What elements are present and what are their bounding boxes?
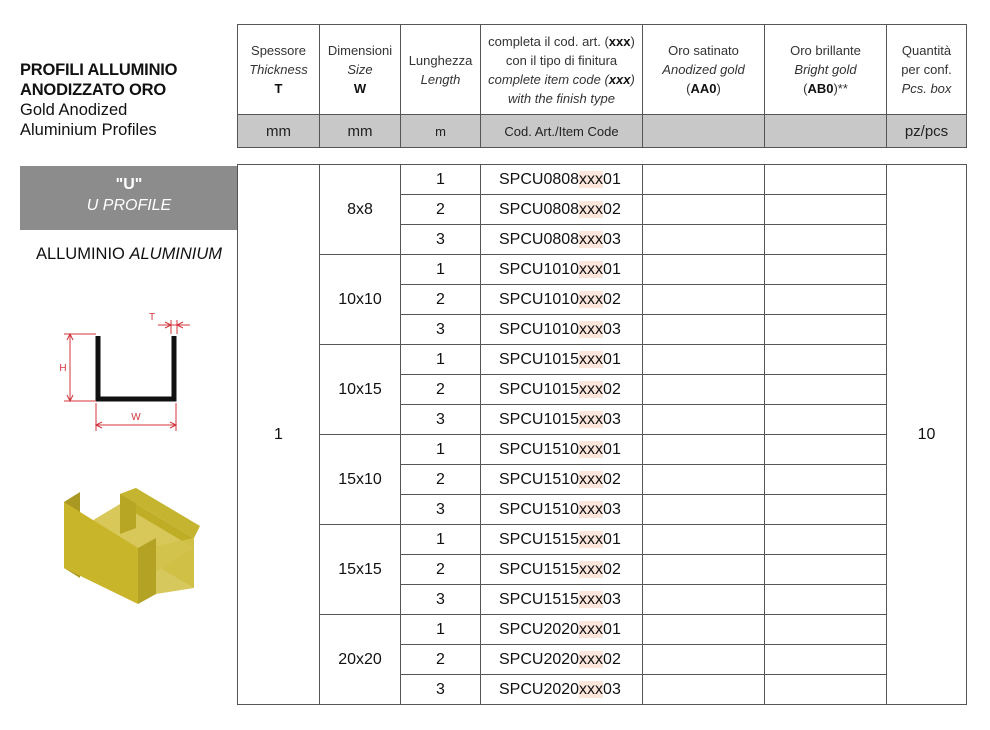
satin-cell [643,675,765,705]
bright-it: Oro brillante [790,43,861,58]
satin-cell [643,255,765,285]
satin-en: Anodized gold [662,62,745,77]
item-code-suf: 01 [603,350,621,368]
item-code-suf: 03 [603,410,621,428]
thickness-it: Spessore [251,43,306,58]
profile-type-box [20,166,238,230]
qty-en: Pcs. box [901,81,952,96]
item-code [481,345,643,375]
item-code-hl: xxx [579,620,604,638]
code-l3c: ) [630,71,635,87]
satin-cell [643,555,765,585]
satin-cell [643,435,765,465]
size-value: 10x15 [320,345,401,435]
bright-cell [765,375,887,405]
header-table [237,24,967,148]
code-l1b: xxx [608,33,631,49]
item-code-suf: 03 [603,230,621,248]
satin-cell [643,375,765,405]
item-code-pre: SPCU1510 [499,500,580,518]
length-value: 1 [401,615,481,645]
profile-name-en: U PROFILE [86,197,172,214]
item-code-suf: 01 [603,440,621,458]
code-l4: with the finish type [508,90,615,106]
bright-cell [765,255,887,285]
item-code-hl: xxx [579,230,604,248]
item-code [481,315,643,345]
length-value: 2 [401,465,481,495]
length-it: Lunghezza [408,52,473,68]
thickness-symbol: T [274,81,283,96]
unit-length: m [401,115,481,148]
bright-cell [765,585,887,615]
table-row [238,615,967,645]
material-label [20,245,238,264]
col-thickness [238,25,320,115]
size-it: Dimensioni [327,43,393,58]
title-en-line2: Aluminium Profiles [20,121,157,139]
col-bright-gold [765,25,887,115]
dim-w-label: W [131,412,141,423]
length-value: 2 [401,375,481,405]
item-code-pre: SPCU1515 [499,590,580,608]
bright-cell [765,645,887,675]
bright-cell [765,405,887,435]
item-code-hl: xxx [579,260,604,278]
title-it-line2: ANODIZZATO ORO [20,81,166,99]
u-profile-drawing [50,300,200,440]
item-code-hl: xxx [579,170,604,188]
item-code-pre: SPCU1015 [499,410,580,428]
material-en: ALUMINIUM [129,245,223,263]
qty-it2: per conf. [901,62,952,77]
length-value: 2 [401,195,481,225]
item-code-suf: 03 [603,320,621,338]
dim-t-label: T [148,312,156,323]
item-code-suf: 02 [603,200,621,218]
code-l1a: completa il cod. art. ( [488,33,609,49]
satin-cell [643,615,765,645]
title-en-line1: Gold Anodized [20,101,128,119]
table-row [238,165,967,195]
length-value: 1 [401,165,481,195]
satin-cell [643,225,765,255]
item-code-hl: xxx [579,560,604,578]
material-it: ALLUMINIO [35,245,125,263]
length-value: 2 [401,285,481,315]
length-value: 1 [401,435,481,465]
bright-code-c: )** [833,81,848,96]
item-code-hl: xxx [579,500,604,518]
size-value: 20x20 [320,615,401,705]
dimension-h [64,334,96,401]
item-code-pre: SPCU1515 [499,560,580,578]
item-code-pre: SPCU2020 [499,650,580,668]
table-row [238,435,967,465]
satin-cell [643,315,765,345]
item-code-pre: SPCU0808 [499,200,580,218]
bright-en: Bright gold [794,62,857,77]
satin-cell [643,645,765,675]
bright-cell [765,435,887,465]
item-code-pre: SPCU1015 [499,380,580,398]
bright-code-a: ( [803,81,808,96]
item-code [481,405,643,435]
length-value: 3 [401,315,481,345]
satin-cell [643,165,765,195]
item-code-suf: 03 [603,500,621,518]
item-code-pre: SPCU1010 [499,290,580,308]
satin-cell [643,345,765,375]
satin-code-c: ) [716,81,721,96]
item-code-hl: xxx [579,410,604,428]
item-code-hl: xxx [579,440,604,458]
item-code-pre: SPCU2020 [499,680,580,698]
length-en: Length [420,71,461,87]
bright-code: AB0 [807,81,834,96]
bright-cell [765,615,887,645]
item-code [481,285,643,315]
table-row [238,345,967,375]
size-value: 15x15 [320,525,401,615]
item-code-pre: SPCU1010 [499,320,580,338]
unit-bright [765,115,887,148]
code-l3b: xxx [608,71,631,87]
item-code-pre: SPCU0808 [499,170,580,188]
item-code [481,525,643,555]
length-value: 3 [401,675,481,705]
item-code-hl: xxx [579,590,604,608]
satin-cell [643,285,765,315]
satin-cell [643,405,765,435]
u-profile-outline [98,336,174,399]
item-code-suf: 01 [603,170,621,188]
code-l1c: ) [630,33,635,49]
satin-cell [643,585,765,615]
qty-it1: Quantità [901,43,952,58]
item-code-pre: SPCU1510 [499,440,580,458]
satin-cell [643,465,765,495]
item-code-hl: xxx [579,530,604,548]
item-code-suf: 03 [603,590,621,608]
bright-cell [765,525,887,555]
satin-it: Oro satinato [668,43,739,58]
bright-cell [765,675,887,705]
item-code-suf: 02 [603,650,621,668]
item-code [481,645,643,675]
col-item-code [481,25,643,115]
item-code [481,555,643,585]
item-code-suf: 03 [603,680,621,698]
item-code [481,375,643,405]
bright-cell [765,285,887,315]
item-code-pre: SPCU1010 [499,260,580,278]
unit-size: mm [320,115,401,148]
unit-qty: pz/pcs [887,115,967,148]
col-length [401,25,481,115]
gold-u-profile-image [60,488,200,608]
size-value: 15x10 [320,435,401,525]
item-code [481,435,643,465]
item-code-hl: xxx [579,680,604,698]
item-code-pre: SPCU0808 [499,230,580,248]
item-code-pre: SPCU1015 [499,350,580,368]
thickness-value: 1 [238,165,320,705]
satin-cell [643,195,765,225]
table-row [238,525,967,555]
bright-cell [765,195,887,225]
size-en: Size [347,62,373,77]
item-code-hl: xxx [579,200,604,218]
size-symbol: W [353,81,367,96]
item-code-suf: 02 [603,380,621,398]
item-code-suf: 01 [603,530,621,548]
thickness-en: Thickness [249,62,308,77]
col-satin-gold [643,25,765,115]
item-code-suf: 02 [603,290,621,308]
item-code [481,675,643,705]
item-code-pre: SPCU2020 [499,620,580,638]
col-quantity [887,25,967,115]
table-row [238,255,967,285]
satin-cell [643,495,765,525]
satin-code-a: ( [686,81,691,96]
length-value: 3 [401,225,481,255]
item-code [481,585,643,615]
product-table [237,164,967,705]
length-value: 2 [401,645,481,675]
bright-cell [765,345,887,375]
unit-satin [643,115,765,148]
bright-cell [765,555,887,585]
item-code [481,195,643,225]
item-code-hl: xxx [579,380,604,398]
length-value: 2 [401,555,481,585]
col-size [320,25,401,115]
item-code-hl: xxx [579,350,604,368]
item-code [481,465,643,495]
code-l3a: complete item code ( [488,71,609,87]
bright-cell [765,165,887,195]
catalog-title [20,60,230,140]
length-value: 1 [401,255,481,285]
item-code-pre: SPCU1515 [499,530,580,548]
item-code-suf: 02 [603,560,621,578]
size-value: 8x8 [320,165,401,255]
item-code [481,225,643,255]
item-code-hl: xxx [579,470,604,488]
satin-cell [643,525,765,555]
bright-cell [765,465,887,495]
item-code [481,615,643,645]
satin-code: AA0 [690,81,717,96]
length-value: 3 [401,405,481,435]
item-code [481,495,643,525]
bright-cell [765,315,887,345]
length-value: 3 [401,495,481,525]
bright-cell [765,225,887,255]
quantity-value: 10 [887,165,967,705]
item-code [481,165,643,195]
item-code-suf: 01 [603,260,621,278]
length-value: 1 [401,345,481,375]
length-value: 3 [401,585,481,615]
code-l2: con il tipo di finitura [505,52,618,68]
bright-cell [765,495,887,525]
item-code-suf: 02 [603,470,621,488]
item-code-pre: SPCU1510 [499,470,580,488]
profile-name: "U" [115,176,143,193]
item-code-hl: xxx [579,650,604,668]
item-code-hl: xxx [579,320,604,338]
unit-item-code: Cod. Art./Item Code [481,115,643,148]
dimension-t [158,320,190,334]
item-code [481,255,643,285]
title-it-line1: PROFILI ALLUMINIO [20,61,178,79]
unit-thickness: mm [238,115,320,148]
dim-h-label: H [59,363,67,374]
length-value: 1 [401,525,481,555]
size-value: 10x10 [320,255,401,345]
item-code-suf: 01 [603,620,621,638]
item-code-hl: xxx [579,290,604,308]
